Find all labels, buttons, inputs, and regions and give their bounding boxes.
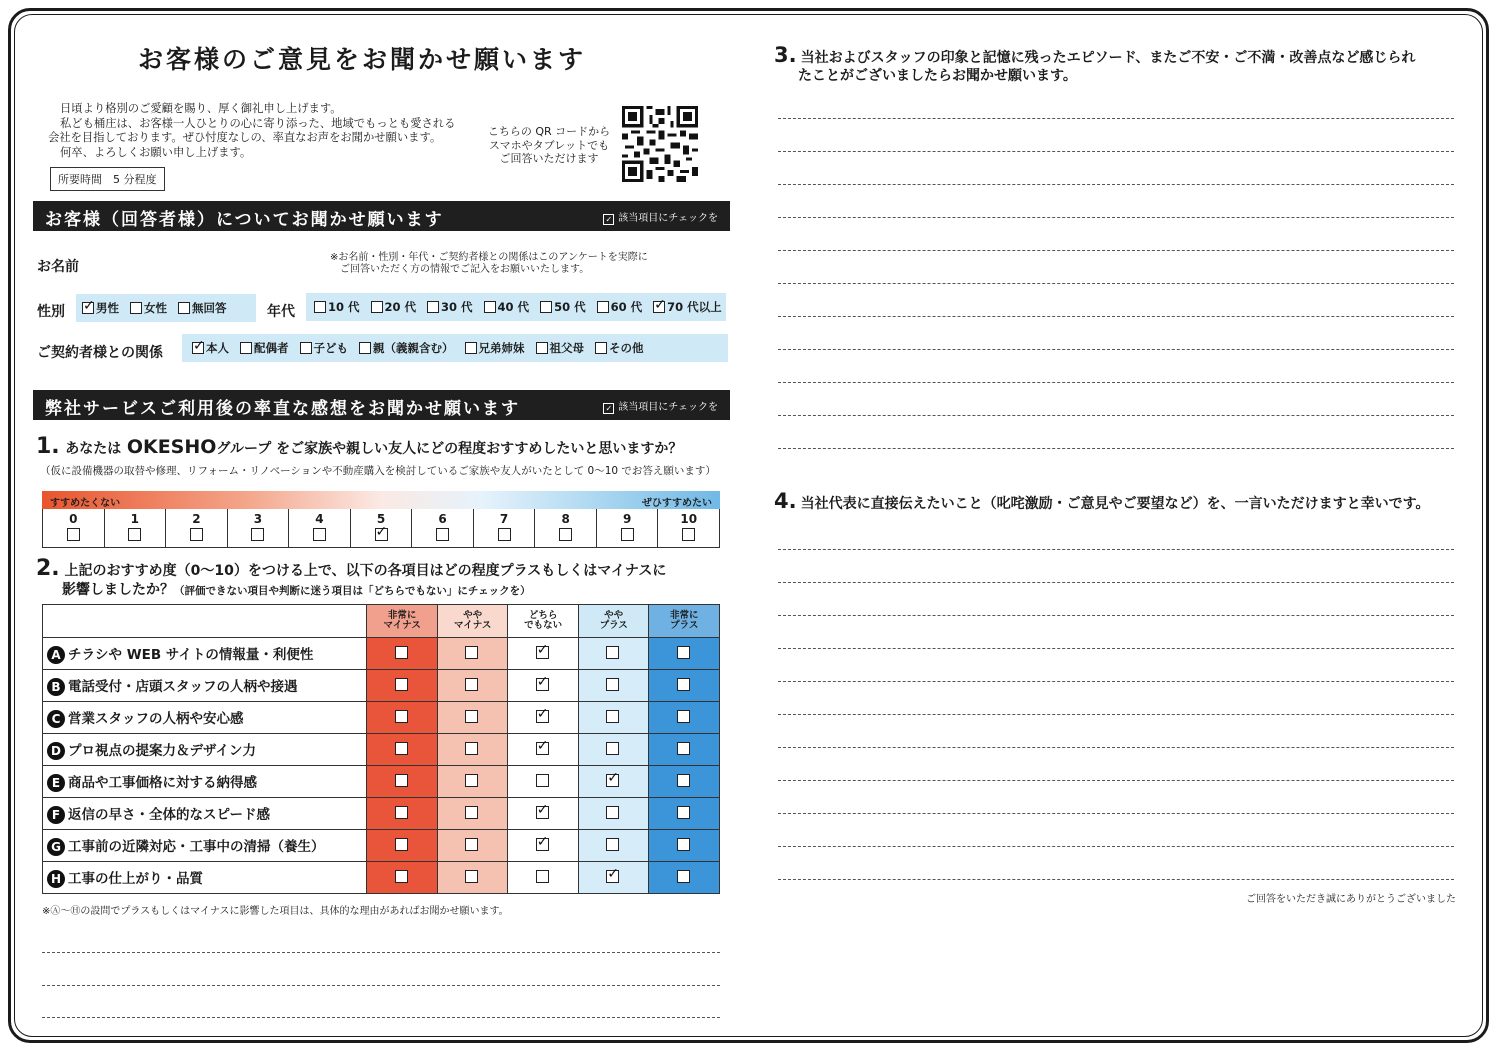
impact-cell[interactable] [367,638,438,670]
impact-row [43,702,720,734]
item-letter-badge: G [47,838,65,856]
scale-gradient-bar: すすめたくない ぜひすすめたい [42,491,720,509]
impact-cell[interactable] [578,766,649,798]
impact-cell[interactable] [508,670,579,702]
checkbox[interactable] [559,528,572,541]
checkbox[interactable] [677,838,690,851]
impact-cell[interactable] [508,830,579,862]
age-option[interactable]: 20 代 [371,299,417,315]
checkbox[interactable] [67,528,80,541]
checkbox[interactable] [465,774,478,787]
relation-label: ご契約者様との関係 [37,345,163,361]
checkbox[interactable] [595,342,607,354]
qr-caption: こちらの QR コードから スマホやタブレットでも ご回答いただけます [487,125,611,165]
checkbox[interactable] [536,710,549,723]
scale-option[interactable]: 4 [289,509,351,547]
checkbox[interactable] [677,646,690,659]
impact-row [43,638,720,670]
page-title: お客様のご意見をお聞かせ願います [138,45,587,74]
impact-cell[interactable] [437,702,508,734]
intro-text: 日頃より格別のご愛顧を賜り、厚く御礼申し上げます。 私ども桶庄は、お客様一人ひとりの心に寄り添った、地域でもっとも愛される 会社を目指しております。ぜひ忖度なしの、率直なお声をお聞かせ願います。 何卒、よろしくお願い申し上げます。 [48,102,456,159]
item-label: 返信の早さ・全体的なスピード感 [68,807,270,823]
checkbox[interactable] [465,678,478,691]
answer-line[interactable] [778,349,1454,350]
impact-cell[interactable] [649,830,720,862]
checkbox[interactable] [677,870,690,883]
checkbox-sample-icon: ✓ [603,214,614,225]
item-label: 工事前の近隣対応・工事中の清掃（養生） [68,839,325,855]
answer-line[interactable] [42,1017,720,1018]
item-letter-badge: F [47,806,65,824]
impact-column-header: 非常に マイナス [367,605,438,638]
scale-option[interactable]: 0 [43,509,105,547]
age-option[interactable]: ✓ 70 代以上 [653,299,722,315]
answer-line[interactable] [778,879,1454,880]
impact-column-header: どちら でもない [508,605,579,638]
checkbox[interactable] [436,528,449,541]
scale-option[interactable]: 10 [658,509,719,547]
impact-row [43,862,720,894]
checkbox[interactable] [677,806,690,819]
checkbox-sample-icon: ✓ [603,403,614,414]
checkbox[interactable] [536,646,549,659]
question-3: 3. 当社およびスタッフの印象と記憶に残ったエピソード、またご不安・ご不満・改善点など感じられ たことがございましたらお聞かせ願います。 [774,43,1416,84]
impact-cell[interactable] [649,638,720,670]
age-option[interactable]: 50 代 [540,299,586,315]
checkbox[interactable] [606,710,619,723]
impact-cell[interactable] [578,798,649,830]
checkbox[interactable] [677,774,690,787]
relation-option[interactable]: 子ども [300,340,349,356]
relation-option[interactable]: 親（義親含む） [359,340,454,356]
checkbox[interactable] [606,742,619,755]
checkbox[interactable] [621,528,634,541]
impact-cell[interactable] [367,798,438,830]
checkbox[interactable] [465,342,477,354]
answer-line[interactable] [778,415,1454,416]
answer-line[interactable] [778,448,1454,449]
impact-row [43,830,720,862]
impact-cell[interactable] [649,670,720,702]
impact-cell[interactable] [649,766,720,798]
gender-option[interactable]: 女性 [130,300,167,316]
answer-line[interactable] [778,382,1454,383]
checkbox[interactable] [606,774,619,787]
answer-line[interactable] [42,952,720,953]
section1-header: お客様（回答者様）についてお聞かせ願います ✓ 該当項目にチェックを [33,201,730,231]
answer-line[interactable] [778,184,1454,185]
checkbox[interactable] [465,838,478,851]
time-required-badge: 所要時間 5 分程度 [50,167,165,191]
checkbox[interactable] [395,838,408,851]
scale-option[interactable]: 5 ✓ [351,509,413,547]
scale-option[interactable]: 7 [474,509,536,547]
answer-line[interactable] [778,151,1454,152]
impact-cell[interactable] [508,862,579,894]
checkbox[interactable] [359,342,371,354]
impact-cell[interactable] [437,638,508,670]
gender-label: 性別 [37,304,65,320]
gender-option[interactable]: ✓ 男性 [82,300,119,316]
age-option[interactable]: 30 代 [427,299,473,315]
checkbox[interactable] [395,710,408,723]
checkbox[interactable] [192,342,204,354]
checkbox[interactable] [498,528,511,541]
checkbox[interactable] [427,301,439,313]
question-1-subtext: （仮に設備機器の取替や修理、リフォーム・リノベーションや不動産購入を検討しているご家族や友人がいたとして 0～10 でお答え願います） [40,465,716,477]
name-note: ※お名前・性別・年代・ご契約者様との関係はこのアンケートを実際に ご回答いただく方の情報でご記入をお願いいたします。 [330,252,648,275]
checkbox[interactable] [128,528,141,541]
impact-cell[interactable] [649,702,720,734]
impact-cell[interactable] [508,702,579,734]
impact-cell[interactable] [437,830,508,862]
checkbox[interactable] [682,528,695,541]
checkbox[interactable] [465,646,478,659]
checkbox[interactable] [395,870,408,883]
impact-cell[interactable] [649,798,720,830]
impact-cell[interactable] [367,702,438,734]
impact-cell[interactable] [367,734,438,766]
impact-cell[interactable] [508,734,579,766]
checkbox[interactable] [677,742,690,755]
impact-cell[interactable] [578,862,649,894]
impact-column-header: 非常に プラス [649,605,720,638]
checkbox[interactable] [540,301,552,313]
answer-line[interactable] [778,217,1454,218]
answer-line[interactable] [778,549,1454,550]
checkbox[interactable] [465,870,478,883]
relation-option[interactable]: 兄弟姉妹 [465,340,525,356]
answer-line[interactable] [778,582,1454,583]
answer-line[interactable] [778,615,1454,616]
checkbox[interactable] [484,301,496,313]
checkbox[interactable] [677,678,690,691]
impact-cell[interactable] [367,670,438,702]
checkbox[interactable] [536,742,549,755]
checkbox[interactable] [536,838,549,851]
checkbox[interactable] [653,301,665,313]
checkbox[interactable] [465,806,478,819]
checkbox[interactable] [395,774,408,787]
answer-line[interactable] [778,250,1454,251]
item-letter-badge: A [47,646,65,664]
item-label: 電話受付・店頭スタッフの人柄や接遇 [68,679,298,695]
age-option[interactable]: 10 代 [314,299,360,315]
checkbox[interactable] [371,301,383,313]
checkbox[interactable] [597,301,609,313]
scale-option[interactable]: 3 [228,509,290,547]
answer-line[interactable] [778,714,1454,715]
item-label: 営業スタッフの人柄や安心感 [68,711,244,727]
impact-cell[interactable] [578,702,649,734]
item-label: 商品や工事価格に対する納得感 [68,775,257,791]
age-options [306,293,726,321]
checkbox[interactable] [606,678,619,691]
checkbox[interactable] [465,710,478,723]
answer-line[interactable] [778,681,1454,682]
item-letter-badge: E [47,774,65,792]
checkbox[interactable] [536,870,549,883]
checkbox[interactable] [536,342,548,354]
checkbox[interactable] [606,806,619,819]
qr-code-icon[interactable] [622,106,698,182]
right-page [770,20,1470,1035]
impact-cell[interactable] [508,766,579,798]
checkbox[interactable] [82,302,94,314]
relation-option[interactable]: ✓ 本人 [192,340,229,356]
footnote: ※Ⓐ～Ⓗの設問でプラスもしくはマイナスに影響した項目は、具体的な理由があればお聞かせ願います。 [42,906,509,917]
answer-line[interactable] [42,985,720,986]
answer-line[interactable] [778,283,1454,284]
impact-cell[interactable] [578,670,649,702]
item-letter-badge: D [47,742,65,760]
recommend-scale [42,491,720,548]
age-option[interactable]: 40 代 [484,299,530,315]
impact-cell[interactable] [578,638,649,670]
brand-name: OKESHO [126,436,217,458]
item-label: チラシや WEB サイトの情報量・利便性 [68,647,314,663]
gender-options [76,294,256,322]
checkbox[interactable] [395,742,408,755]
impact-row [43,766,720,798]
left-page [30,20,730,1035]
checkbox[interactable] [190,528,203,541]
item-letter-badge: C [47,710,65,728]
checkbox[interactable] [536,806,549,819]
impact-column-header: やや マイナス [437,605,508,638]
impact-cell[interactable] [508,798,579,830]
checkbox[interactable] [240,342,252,354]
relation-option[interactable]: その他 [595,340,644,356]
name-label: お名前 [37,259,79,275]
checkbox[interactable] [130,302,142,314]
scale-option[interactable]: 9 [597,509,659,547]
scale-option[interactable]: 8 [535,509,597,547]
question-4: 4. 当社代表に直接伝えたいこと（叱咤激励・ご意見やご要望など）を、一言いただけますと幸いです。 [774,489,1430,513]
checkbox[interactable] [251,528,264,541]
checkbox[interactable] [178,302,190,314]
impact-row [43,798,720,830]
question-1: 1. あなたは OKESHOグループ をご家族や親しい友人にどの程度おすすめしたいと思いますか？ [36,434,683,459]
checkbox[interactable] [375,528,388,541]
checkbox[interactable] [677,710,690,723]
impact-cell[interactable] [649,862,720,894]
impact-table-header [43,605,720,638]
checkbox[interactable] [300,342,312,354]
impact-cell[interactable] [437,766,508,798]
checkbox[interactable] [314,301,326,313]
checkbox[interactable] [395,646,408,659]
section2-header: 弊社サービスご利用後の率直な感想をお聞かせ願います ✓ 該当項目にチェックを [33,390,730,420]
checkbox[interactable] [606,870,619,883]
impact-cell[interactable] [508,638,579,670]
impact-cell[interactable] [367,830,438,862]
answer-line[interactable] [778,813,1454,814]
impact-column-header: やや プラス [578,605,649,638]
question-2: 2. 上記のおすすめ度（0～10）をつける上で、以下の各項目はどの程度プラスもしくはマイナスに 影響しましたか？（評価できない項目や判断に迷う項目は「どちらでもない」にチェックを） [36,556,667,598]
gender-option[interactable]: 無回答 [178,300,227,316]
age-label: 年代 [267,304,295,320]
impact-row [43,734,720,766]
age-option[interactable]: 60 代 [597,299,643,315]
impact-row [43,670,720,702]
checkbox[interactable] [536,678,549,691]
relation-options [182,334,728,362]
checkbox[interactable] [395,806,408,819]
relation-option[interactable]: 祖父母 [536,340,585,356]
item-label: 工事の仕上がり・品質 [68,871,203,887]
impact-cell[interactable] [367,766,438,798]
impact-cell[interactable] [437,670,508,702]
impact-cell[interactable] [578,734,649,766]
checkbox[interactable] [536,774,549,787]
impact-cell[interactable] [649,734,720,766]
impact-cell[interactable] [437,862,508,894]
checkbox[interactable] [606,838,619,851]
answer-line[interactable] [778,648,1454,649]
scale-option[interactable]: 2 [166,509,228,547]
checkbox[interactable] [465,742,478,755]
thanks-message: ご回答をいただき誠にありがとうございました [1246,894,1456,905]
checkbox[interactable] [395,678,408,691]
answer-line[interactable] [778,780,1454,781]
answer-line[interactable] [778,846,1454,847]
relation-option[interactable]: 配偶者 [240,340,289,356]
checkbox[interactable] [606,646,619,659]
answer-line[interactable] [778,118,1454,119]
answer-line[interactable] [778,316,1454,317]
item-label: プロ視点の提案力＆デザイン力 [68,743,257,759]
impact-cell[interactable] [437,734,508,766]
item-letter-badge: H [47,870,65,888]
impact-cell[interactable] [578,830,649,862]
answer-line[interactable] [778,747,1454,748]
checkbox[interactable] [313,528,326,541]
impact-cell[interactable] [367,862,438,894]
impact-table [42,604,720,894]
impact-cell[interactable] [437,798,508,830]
scale-option[interactable]: 1 [105,509,167,547]
item-letter-badge: B [47,678,65,696]
scale-option[interactable]: 6 [412,509,474,547]
